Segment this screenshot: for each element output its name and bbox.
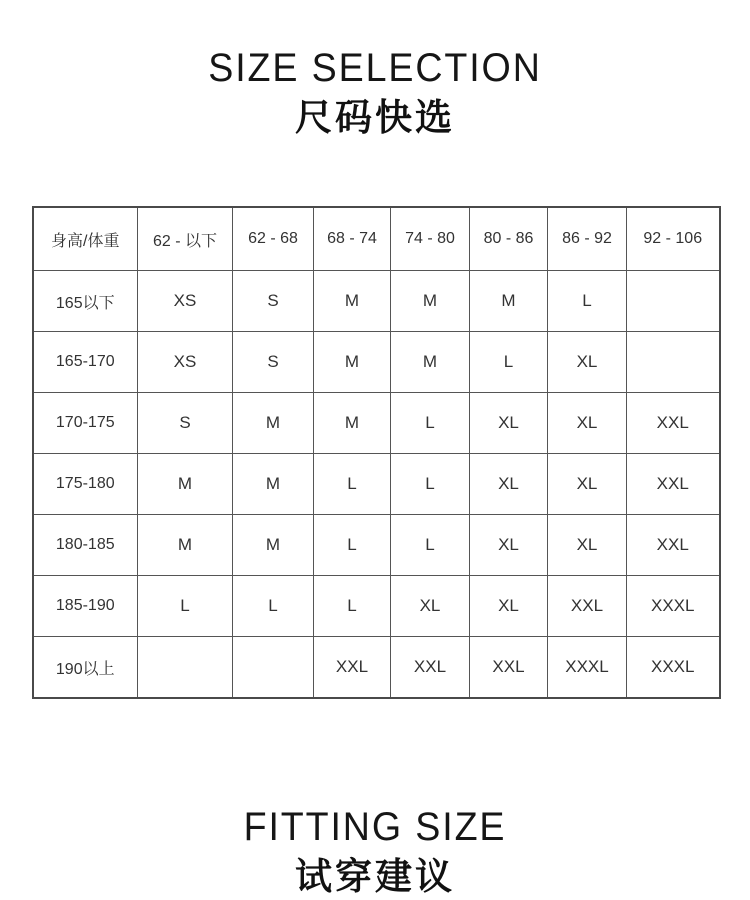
size-cell: S [233,332,314,393]
size-selection-title-zh: 尺码快选 [295,97,455,138]
size-cell: M [391,271,470,332]
size-selection-title-en: SIZE SELECTION [208,46,542,90]
header-cell-weight-range: 80 - 86 [470,207,548,271]
size-cell: L [391,454,470,515]
size-cell: XXXL [627,576,720,637]
size-cell: M [233,393,314,454]
row-label-height: 180-185 [33,515,138,576]
size-cell: L [314,576,391,637]
size-cell: XXL [314,637,391,699]
fitting-size-title-zh: 试穿建议 [295,856,455,897]
size-cell: XXXL [627,637,720,699]
size-cell: XXL [548,576,627,637]
size-cell: L [138,576,233,637]
size-cell: XL [548,332,627,393]
size-cell [627,271,720,332]
size-cell: M [233,454,314,515]
row-label-height: 165以下 [33,271,138,332]
size-cell: XL [470,515,548,576]
header-cell-weight-range: 62 - 以下 [138,207,233,271]
header-cell-weight-range: 62 - 68 [233,207,314,271]
size-cell: L [548,271,627,332]
size-cell [233,637,314,699]
size-cell: XL [391,576,470,637]
size-cell: S [233,271,314,332]
size-table-body [33,271,720,699]
size-cell: M [233,515,314,576]
size-cell [627,332,720,393]
size-cell: L [391,515,470,576]
header-cell-height-weight: 身高/体重 [33,207,138,271]
size-cell: XL [548,393,627,454]
size-table-header-row [33,207,720,271]
row-label-height: 185-190 [33,576,138,637]
size-cell: XS [138,332,233,393]
size-cell: XXL [470,637,548,699]
size-cell: XL [548,515,627,576]
fitting-size-title-en: FITTING SIZE [243,805,507,849]
size-cell: XL [470,454,548,515]
row-label-height: 190以上 [33,637,138,699]
size-table-row [33,271,720,332]
size-table-row [33,454,720,515]
header-cell-weight-range: 92 - 106 [627,207,720,271]
size-cell: XL [470,393,548,454]
size-table-container [32,206,719,699]
row-label-height: 175-180 [33,454,138,515]
size-cell: S [138,393,233,454]
size-cell: XXL [391,637,470,699]
size-cell: L [314,515,391,576]
size-cell: M [391,332,470,393]
size-cell: L [314,454,391,515]
size-cell: L [391,393,470,454]
header-cell-weight-range: 86 - 92 [548,207,627,271]
size-cell: M [314,332,391,393]
size-cell: XXL [627,515,720,576]
size-cell: L [470,332,548,393]
size-cell: XS [138,271,233,332]
size-selection-header [0,0,750,140]
size-table-row [33,637,720,699]
size-cell: XL [548,454,627,515]
size-cell: L [233,576,314,637]
row-label-height: 170-175 [33,393,138,454]
header-cell-weight-range: 74 - 80 [391,207,470,271]
size-cell: M [138,515,233,576]
size-table [32,206,721,699]
size-cell: M [470,271,548,332]
size-cell: XXL [627,393,720,454]
size-table-row [33,515,720,576]
size-table-row [33,393,720,454]
size-cell [138,637,233,699]
size-cell: M [138,454,233,515]
fitting-size-header [0,805,750,899]
size-cell: M [314,271,391,332]
size-table-row [33,332,720,393]
size-cell: XL [470,576,548,637]
size-table-row [33,576,720,637]
size-cell: XXL [627,454,720,515]
size-cell: XXXL [548,637,627,699]
size-cell: M [314,393,391,454]
size-table-head [33,207,720,271]
row-label-height: 165-170 [33,332,138,393]
header-cell-weight-range: 68 - 74 [314,207,391,271]
